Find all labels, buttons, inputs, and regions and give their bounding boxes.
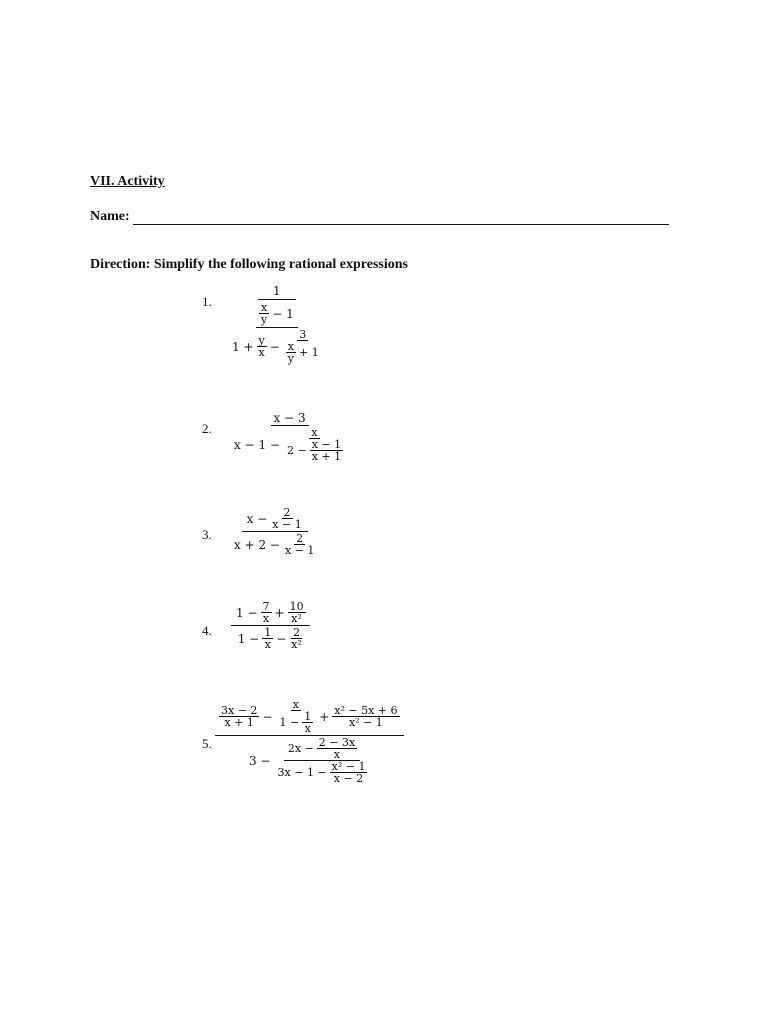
name-label: Name: [90, 209, 130, 224]
name-blank-line[interactable] [133, 210, 669, 225]
direction-text: Direction: Simplify the following rational expressions [90, 257, 408, 272]
main-fraction: 1 $\frac{x}{y}$ − 1 1 + $\frac{y}{x}$ − 3 $\frac{x}{y}$ + 1 [227, 284, 327, 365]
problem-5-expression [214, 698, 405, 785]
name-row [90, 209, 669, 225]
main-fraction: $\frac{3x - 2}{x + 1}$ − x 1 − $\frac{1}{x}$ + $\frac{\text{x² − 5x + 6}}{\text{x² − 1}}$ 3 − 2x − $\frac{2 - 3x}{x}$ 3x − 1 − $\frac{\text{x² − 1}}{x - 2}$ [215, 698, 404, 785]
problem-1-expression [226, 284, 328, 365]
y-over-x: $\frac{y}{x}$ [258, 334, 265, 359]
problem-2-expression [228, 411, 351, 463]
main-fraction: x − 3 x − 1 − x 2 − $\frac{x - 1}{x + 1}$ [229, 411, 350, 463]
problem-3-number: 3. [202, 527, 212, 542]
top-numerator: 1 [273, 284, 281, 298]
problem-4-number: 4. [202, 623, 212, 638]
main-fraction: x − $\frac{2}{x - 1}$ x + 2 − $\frac{2}{x - 1}$ [234, 506, 315, 557]
inner-fraction: x 2 − $\frac{x - 1}{x + 1}$ [286, 426, 342, 463]
problem-3-expression [228, 506, 321, 557]
main-fraction: 1 − $\frac{7}{x}$ + $\frac{10}{\text{x²}}$ 1 − $\frac{1}{x}$ − $\frac{2}{\text{x²}}$ [231, 600, 310, 651]
nested-fraction: 2x − $\frac{2 - 3x}{x}$ 3x − 1 − $\frac{\text{x² − 1}}{x - 2}$ [277, 736, 366, 785]
problem-5-number: 5. [202, 736, 212, 751]
section-title: VII. Activity [90, 174, 165, 189]
three-over-sum: 3 $\frac{x}{y}$ + 1 [287, 328, 319, 365]
problem-1-number: 1. [202, 294, 212, 309]
x-over-y: $\frac{x}{y}$ [261, 301, 268, 326]
problem-2-number: 2. [202, 421, 212, 436]
problem-4-expression [230, 600, 311, 651]
